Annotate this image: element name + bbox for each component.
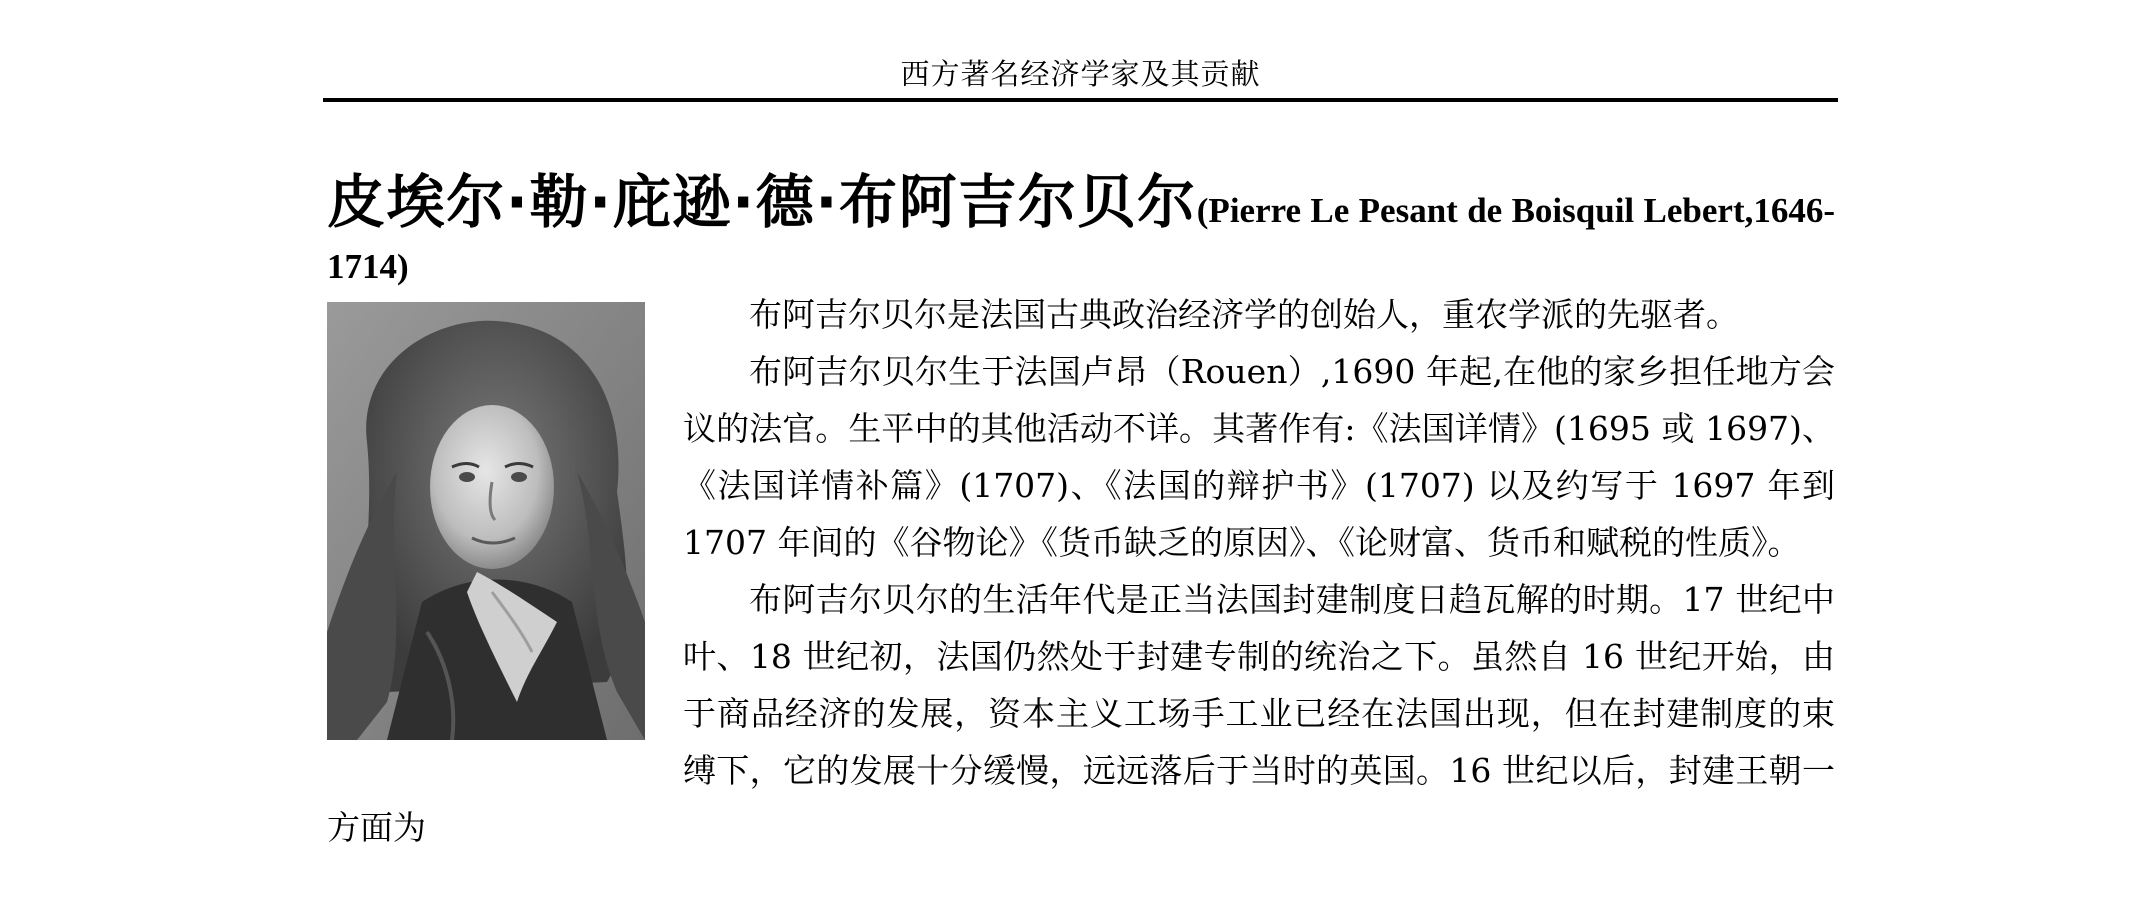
- article-body: [327, 286, 1835, 856]
- title-chinese: 皮埃尔·勒·庇逊·德·布阿吉尔贝尔: [327, 168, 1197, 236]
- paragraph: 布阿吉尔贝尔的生活年代是正当法国封建制度日趋瓦解的时期。17 世纪中叶、18 世纪初，法国仍然处于封建专制的统治之下。虽然自 16 世纪开始，由于商品经济的发展，资本主义工场手工业已经在法国出现，但在封建制度的束缚下，它的发展十分缓慢，远远落后于当时的英国。16 世纪以后，封建王朝一方面为: [327, 580, 1835, 847]
- running-header: 西方著名经济学家及其贡献: [900, 57, 1261, 91]
- document-page: [323, 0, 1838, 900]
- paragraph: 布阿吉尔贝尔生于法国卢昂（Rouen）,1690 年起,在他的家乡担任地方会议的法官。生平中的其他活动不详。其著作有:《法国详情》(1695 或 1697)、《法国详情补篇》(1707)、《法国的辩护书》(1707) 以及约写于 1697 年到 1707 年间的《谷物论》《货币缺乏的原因》、《论财富、货币和赋税的性质》。: [683, 352, 1835, 562]
- paragraph: 布阿吉尔贝尔是法国古典政治经济学的创始人，重农学派的先驱者。: [749, 295, 1739, 334]
- title-english: (Pierre Le Pesant de Boisquil Lebert,1646-1714): [327, 191, 1836, 286]
- article-title: [327, 166, 1835, 295]
- header-rule: [323, 98, 1838, 102]
